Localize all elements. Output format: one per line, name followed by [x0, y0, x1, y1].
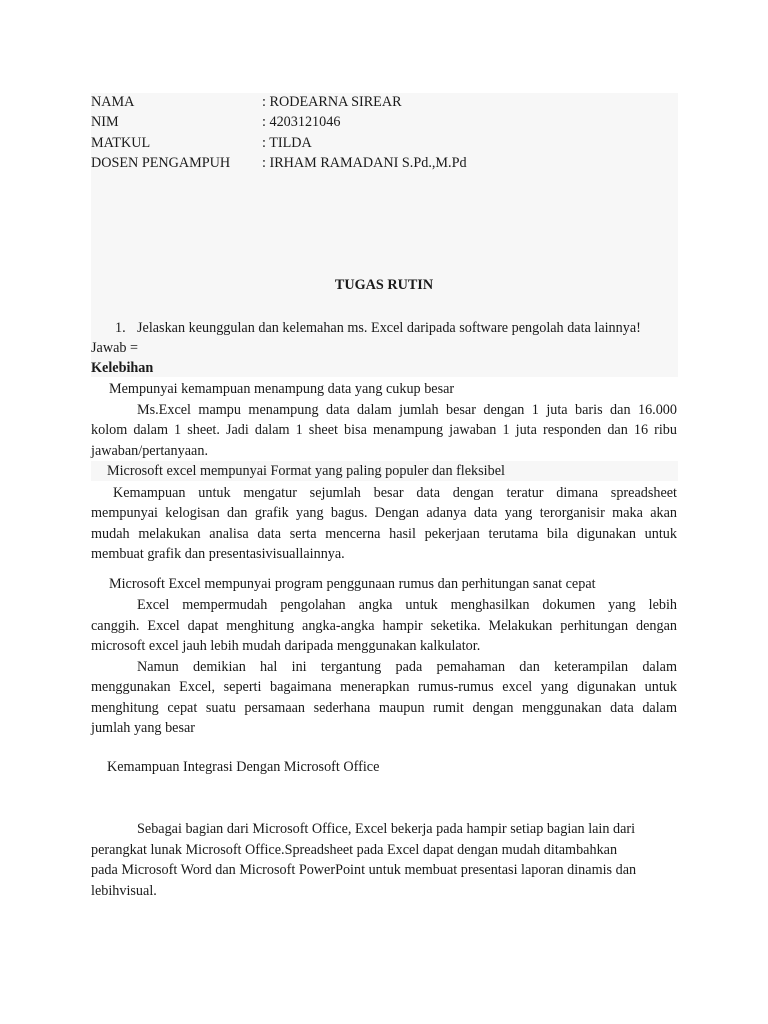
- point-2-heading: [91, 461, 505, 482]
- point-3-heading-text: Microsoft Excel mempunyai program penggunaan rumus dan perhitungan sanat cepat: [109, 576, 596, 592]
- answer-label: Jawab =: [91, 340, 139, 356]
- nim-value: : 4203121046: [262, 114, 341, 130]
- course-label: MATKUL: [91, 135, 151, 151]
- point-3-line: Namun demikian hal ini tergantung pada pemahaman dan keterampilan dalam: [137, 659, 677, 675]
- point-3-heading: [91, 574, 596, 595]
- question-number: 1.: [115, 320, 126, 336]
- point-4-heading: [91, 757, 379, 778]
- point-2-heading-text: Microsoft excel mempunyai Format yang paling populer dan fleksibel: [107, 463, 505, 479]
- point-4-line: Sebagai bagian dari Microsoft Office, Excel bekerja pada hampir setiap bagian lain dari: [137, 821, 636, 837]
- nim-label: NIM: [91, 114, 119, 130]
- point-2-line: mudah melakukan analisa data serta mencerna hasil pekerjaan terutama bila digunakan untuk: [91, 526, 677, 542]
- point-4-heading-text: Kemampuan Integrasi Dengan Microsoft Office: [107, 759, 380, 775]
- point-1-line: jawaban/pertanyaan.: [91, 443, 208, 459]
- course-value: : TILDA: [262, 135, 312, 151]
- point-4-line: lebihvisual.: [91, 883, 157, 899]
- lecturer-value: : IRHAM RAMADANI S.Pd.,M.Pd: [262, 155, 467, 171]
- point-3-line: canggih. Excel dapat menghitung angka-angka hampir seketika. Melakukan perhitungan dengan: [91, 618, 677, 634]
- lecturer-label: DOSEN PENGAMPUH: [91, 155, 231, 171]
- point-1-heading: [91, 379, 454, 400]
- point-2-line: Kemampuan untuk mengatur sejumlah besar data dengan teratur dimana spreadsheet: [113, 485, 677, 501]
- point-1-heading-text: Mempunyai kemampuan menampung data yang cukup besar: [109, 381, 455, 397]
- point-1-line: kolom dalam 1 sheet. Jadi dalam 1 sheet bisa menampung jawaban 1 juta responden dan 16 ribu: [91, 422, 677, 438]
- name-label: NAMA: [91, 94, 135, 110]
- section-heading: Kelebihan: [91, 360, 154, 376]
- name-value: : RODEARNA SIREAR: [262, 94, 402, 110]
- point-3-line: menghitung cepat suatu persamaan sederhana maupun rumit dengan menggunakan data dalam: [91, 700, 677, 716]
- point-3-line: Excel mempermudah pengolahan angka untuk menghasilkan dokumen yang lebih: [137, 597, 677, 613]
- question-text: Jelaskan keunggulan dan kelemahan ms. Excel daripada software pengolah data lainnya!: [137, 320, 641, 336]
- point-3-line: menggunakan Excel, seperti bagaimana menerapkan rumus-rumus excel yang digunakan untuk: [91, 679, 677, 695]
- point-2-line: membuat grafik dan presentasivisuallainnya.: [91, 546, 345, 562]
- point-1-line: Ms.Excel mampu menampung data dalam jumlah besar dengan 1 juta baris dan 16.000: [137, 402, 677, 418]
- page-title: TUGAS RUTIN: [334, 277, 434, 293]
- point-3-line: jumlah yang besar: [91, 720, 196, 736]
- point-4-line: perangkat lunak Microsoft Office.Spreadsheet pada Excel dapat dengan mudah ditambahkan: [91, 842, 618, 858]
- point-4-line: pada Microsoft Word dan Microsoft PowerPoint untuk membuat presentasi laporan dinamis dan: [91, 862, 637, 878]
- point-3-line: microsoft excel jauh lebih mudah daripada menggunakan kalkulator.: [91, 638, 481, 654]
- point-2-line: mempunyai kelogisan dan grafik yang bagus. Dengan adanya data yang terorganisir maka akan: [91, 505, 677, 521]
